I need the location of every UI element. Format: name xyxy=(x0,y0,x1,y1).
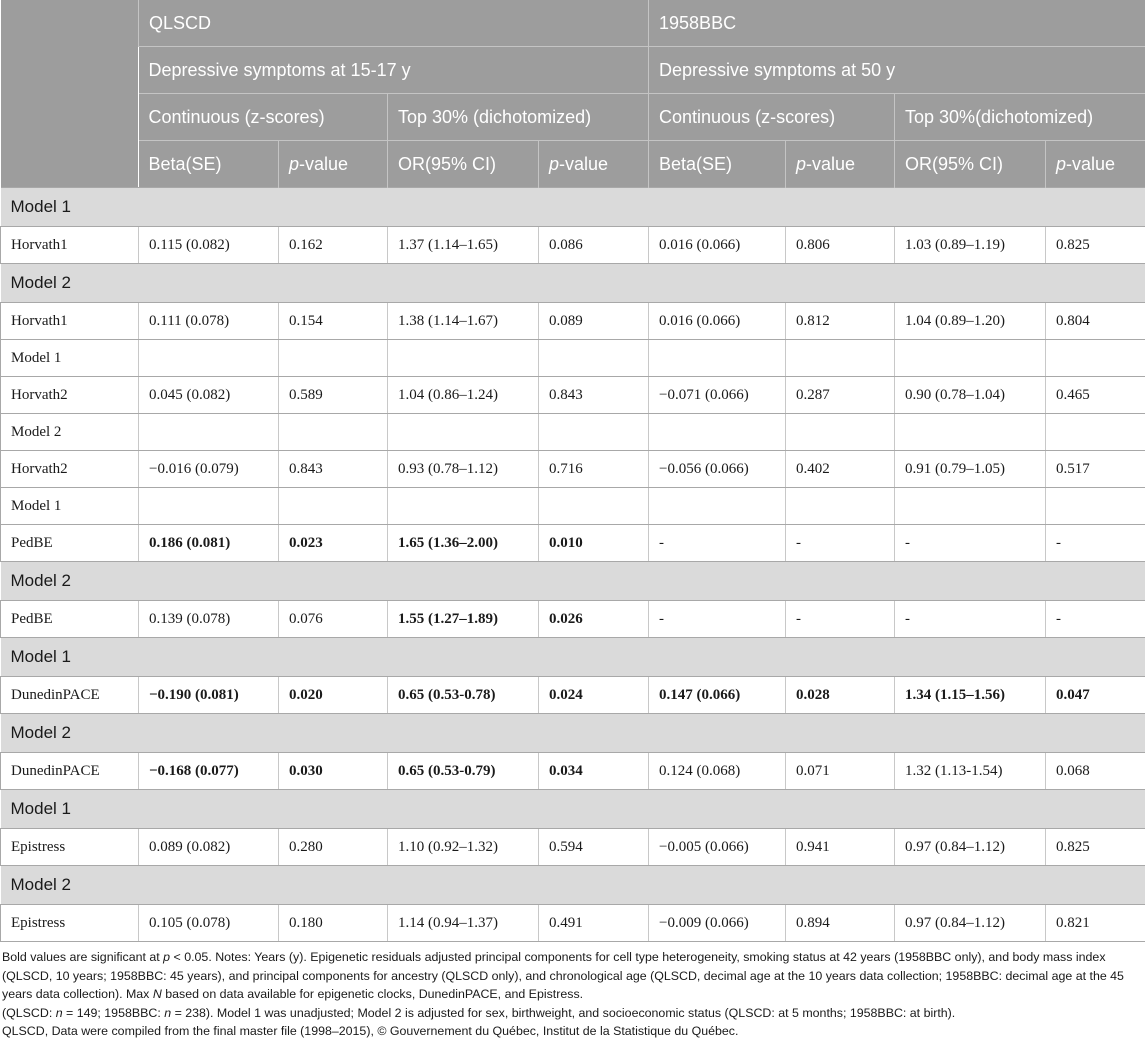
table-cell: 0.154 xyxy=(279,303,388,340)
model-header-row xyxy=(1,714,1145,753)
footnote-p-symbol: p xyxy=(163,950,171,964)
table-cell: 0.804 xyxy=(1046,303,1145,340)
table-cell: 0.65 (0.53-0.79) xyxy=(388,753,539,790)
table-cell: 0.821 xyxy=(1046,905,1145,942)
p-symbol: p xyxy=(796,153,807,174)
table-cell: - xyxy=(649,525,786,562)
model-label: Model 2 xyxy=(1,264,1145,303)
row-label-cell: PedBE xyxy=(1,601,139,638)
table-cell: −0.056 (0.066) xyxy=(649,451,786,488)
bbc-top30-header: Top 30%(dichotomized) xyxy=(895,94,1145,141)
cohort-header-1958bbc: 1958BBC xyxy=(649,0,1145,47)
table-row xyxy=(1,829,1145,866)
table-cell xyxy=(895,488,1046,525)
footnote-text: (QLSCD: xyxy=(2,1005,56,1020)
table-cell: 1.34 (1.15–1.56) xyxy=(895,677,1046,714)
col-header-or-ci: OR(95% CI) xyxy=(388,141,539,188)
table-cell: 1.04 (0.86–1.24) xyxy=(388,377,539,414)
model-label: Model 2 xyxy=(1,866,1145,905)
table-cell: 1.37 (1.14–1.65) xyxy=(388,227,539,264)
table-cell: 0.594 xyxy=(539,829,649,866)
table-cell: 0.020 xyxy=(279,677,388,714)
table-cell: −0.016 (0.079) xyxy=(139,451,279,488)
table-cell: −0.168 (0.077) xyxy=(139,753,279,790)
table-cell: 0.023 xyxy=(279,525,388,562)
row-label-cell: Horvath1 xyxy=(1,227,139,264)
p-symbol: p xyxy=(1056,153,1067,174)
table-cell xyxy=(1046,488,1145,525)
table-cell: 1.10 (0.92–1.32) xyxy=(388,829,539,866)
table-cell: - xyxy=(1046,525,1145,562)
col-header-p-value xyxy=(539,141,649,188)
table-cell: 1.03 (0.89–1.19) xyxy=(895,227,1046,264)
table-row xyxy=(1,414,1145,451)
table-header xyxy=(1,0,1145,188)
row-label-cell: Horvath2 xyxy=(1,451,139,488)
p-value-suffix: -value xyxy=(559,153,609,174)
table-cell: 0.941 xyxy=(786,829,895,866)
table-cell: 0.825 xyxy=(1046,227,1145,264)
row-label-cell: Model 2 xyxy=(1,414,139,451)
table-cell: 0.111 (0.078) xyxy=(139,303,279,340)
col-header-beta-se: Beta(SE) xyxy=(139,141,279,188)
p-symbol: p xyxy=(549,153,560,174)
table-cell: 0.186 (0.081) xyxy=(139,525,279,562)
row-label-cell: Epistress xyxy=(1,905,139,942)
table-row xyxy=(1,525,1145,562)
table-cell xyxy=(786,488,895,525)
table-cell: −0.005 (0.066) xyxy=(649,829,786,866)
model-label: Model 1 xyxy=(1,638,1145,677)
table-cell: 0.089 xyxy=(539,303,649,340)
table-cell: 1.14 (0.94–1.37) xyxy=(388,905,539,942)
table-row xyxy=(1,905,1145,942)
row-label-cell: Epistress xyxy=(1,829,139,866)
table-cell: −0.071 (0.066) xyxy=(649,377,786,414)
table-cell: 0.047 xyxy=(1046,677,1145,714)
table-cell: 0.825 xyxy=(1046,829,1145,866)
table-cell: 0.026 xyxy=(539,601,649,638)
model-label: Model 1 xyxy=(1,790,1145,829)
col-header-p-value xyxy=(1046,141,1145,188)
header-corner-cell xyxy=(1,0,139,188)
table-cell: - xyxy=(786,525,895,562)
table-cell: 0.030 xyxy=(279,753,388,790)
table-cell: 0.465 xyxy=(1046,377,1145,414)
table-row xyxy=(1,377,1145,414)
table-cell xyxy=(1046,340,1145,377)
table-cell: 0.028 xyxy=(786,677,895,714)
table-row xyxy=(1,340,1145,377)
table-cell: 0.402 xyxy=(786,451,895,488)
table-cell: 0.91 (0.79–1.05) xyxy=(895,451,1046,488)
table-cell: 1.65 (1.36–2.00) xyxy=(388,525,539,562)
col-header-p-value xyxy=(279,141,388,188)
table-cell: 0.089 (0.082) xyxy=(139,829,279,866)
table-cell: 0.716 xyxy=(539,451,649,488)
cohort-header-qlscd: QLSCD xyxy=(139,0,649,47)
table-cell: 0.147 (0.066) xyxy=(649,677,786,714)
row-label-cell: DunedinPACE xyxy=(1,753,139,790)
p-value-suffix: -value xyxy=(299,153,349,174)
table-row xyxy=(1,753,1145,790)
table-cell xyxy=(139,488,279,525)
outcome-header-qlscd: Depressive symptoms at 15-17 y xyxy=(139,47,649,94)
table-cell xyxy=(539,488,649,525)
table-cell: 0.124 (0.068) xyxy=(649,753,786,790)
model-header-row xyxy=(1,790,1145,829)
model-header-row xyxy=(1,866,1145,905)
table-cell xyxy=(895,340,1046,377)
table-cell: 1.32 (1.13-1.54) xyxy=(895,753,1046,790)
table-cell: - xyxy=(786,601,895,638)
table-cell: 0.97 (0.84–1.12) xyxy=(895,905,1046,942)
model-header-row xyxy=(1,264,1145,303)
table-cell: 1.38 (1.14–1.67) xyxy=(388,303,539,340)
table-cell: 0.162 xyxy=(279,227,388,264)
table-cell: 0.287 xyxy=(786,377,895,414)
table-cell: 0.034 xyxy=(539,753,649,790)
table-cell: - xyxy=(895,525,1046,562)
table-cell xyxy=(279,488,388,525)
col-header-beta-se: Beta(SE) xyxy=(649,141,786,188)
table-cell xyxy=(279,340,388,377)
table-cell xyxy=(139,414,279,451)
table-cell: 0.010 xyxy=(539,525,649,562)
qlscd-continuous-header: Continuous (z-scores) xyxy=(139,94,388,141)
table-cell: 0.105 (0.078) xyxy=(139,905,279,942)
qlscd-top30-header: Top 30% (dichotomized) xyxy=(388,94,649,141)
footnote-source: QLSCD, Data were compiled from the final master file (1998–2015), © Gouvernement du Québec, Institut de la Statistique du Québec. xyxy=(2,1024,739,1038)
table-row xyxy=(1,303,1145,340)
table-cell: 0.180 xyxy=(279,905,388,942)
table-cell: 0.086 xyxy=(539,227,649,264)
table-cell: 0.812 xyxy=(786,303,895,340)
table-cell: 0.139 (0.078) xyxy=(139,601,279,638)
table-cell: 0.045 (0.082) xyxy=(139,377,279,414)
table-cell: −0.190 (0.081) xyxy=(139,677,279,714)
table-cell xyxy=(539,414,649,451)
table-cell: 0.894 xyxy=(786,905,895,942)
table-cell xyxy=(786,340,895,377)
p-symbol: p xyxy=(289,153,300,174)
col-header-or-ci: OR(95% CI) xyxy=(895,141,1046,188)
table-cell xyxy=(1046,414,1145,451)
p-value-suffix: -value xyxy=(1066,153,1116,174)
table-cell: 0.65 (0.53-0.78) xyxy=(388,677,539,714)
table-cell: 0.806 xyxy=(786,227,895,264)
table-cell xyxy=(649,340,786,377)
footnote-n-symbol: n xyxy=(164,1005,172,1020)
table-row xyxy=(1,601,1145,638)
table-cell xyxy=(649,414,786,451)
row-label-cell: PedBE xyxy=(1,525,139,562)
footnote-text: = 149; 1958BBC: xyxy=(62,1005,165,1020)
bbc-continuous-header: Continuous (z-scores) xyxy=(649,94,895,141)
table-cell: 0.068 xyxy=(1046,753,1145,790)
model-label: Model 1 xyxy=(1,188,1145,227)
table-cell xyxy=(388,414,539,451)
table-row xyxy=(1,227,1145,264)
table-cell xyxy=(649,488,786,525)
model-label: Model 2 xyxy=(1,714,1145,753)
row-label-cell: Model 1 xyxy=(1,340,139,377)
footnote-text: Bold values are significant at xyxy=(2,950,164,964)
footnote-significance xyxy=(2,948,1143,1004)
table-cell: 0.90 (0.78–1.04) xyxy=(895,377,1046,414)
table-row xyxy=(1,488,1145,525)
row-label-cell: Model 1 xyxy=(1,488,139,525)
table-cell xyxy=(388,340,539,377)
table-cell: 0.280 xyxy=(279,829,388,866)
model-label: Model 2 xyxy=(1,562,1145,601)
footnote-text: = 238). Model 1 was unadjusted; Model 2 is adjusted for sex, birthweight, and socioeconomic status (QLSCD: at 5 months; 1958BBC: at birth). xyxy=(171,1005,956,1020)
table-cell xyxy=(895,414,1046,451)
model-header-row xyxy=(1,562,1145,601)
model-header-row xyxy=(1,638,1145,677)
table-cell: 0.071 xyxy=(786,753,895,790)
footnote-n-symbol: N xyxy=(152,987,162,1001)
table-cell: 0.016 (0.066) xyxy=(649,303,786,340)
table-cell: 0.016 (0.066) xyxy=(649,227,786,264)
table-cell xyxy=(139,340,279,377)
table-cell: 0.843 xyxy=(279,451,388,488)
table-cell: - xyxy=(1046,601,1145,638)
model-header-row xyxy=(1,188,1145,227)
table-cell: 0.491 xyxy=(539,905,649,942)
row-label-cell: Horvath2 xyxy=(1,377,139,414)
table-footnotes xyxy=(0,942,1145,1041)
table-body xyxy=(1,188,1145,942)
table-cell xyxy=(388,488,539,525)
table-cell: 0.589 xyxy=(279,377,388,414)
footnote-text: based on data available for epigenetic clocks, DunedinPACE, and Epistress. xyxy=(161,987,584,1001)
table-cell: 0.843 xyxy=(539,377,649,414)
table-cell: 0.517 xyxy=(1046,451,1145,488)
col-header-p-value xyxy=(786,141,895,188)
table-cell: −0.009 (0.066) xyxy=(649,905,786,942)
table-cell: 0.97 (0.84–1.12) xyxy=(895,829,1046,866)
table-cell: 0.93 (0.78–1.12) xyxy=(388,451,539,488)
outcome-header-1958bbc: Depressive symptoms at 50 y xyxy=(649,47,1145,94)
table-row xyxy=(1,451,1145,488)
row-label-cell: Horvath1 xyxy=(1,303,139,340)
p-value-suffix: -value xyxy=(806,153,856,174)
table-cell: 1.55 (1.27–1.89) xyxy=(388,601,539,638)
table-cell xyxy=(539,340,649,377)
table-row xyxy=(1,677,1145,714)
footnote-text: < 0.05. Notes: Years (y). Epigenetic residuals adjusted principal components for cell type heterogeneity, smoking status at 42 years (1958BBC only), and body mass index (QLSCD, 10 years; 1958BBC: 45 years), and principal components for ancestry (QLSCD only), and chronological age (QLSCD, decimal age at the 10 years data collection; 1958BBC: decimal age at the 45 years data collection). Max xyxy=(2,950,1124,1001)
table-cell: 0.024 xyxy=(539,677,649,714)
table-cell xyxy=(786,414,895,451)
table-cell: - xyxy=(649,601,786,638)
footnote-sample-size xyxy=(2,1004,1143,1023)
table-cell: 0.115 (0.082) xyxy=(139,227,279,264)
table-cell: - xyxy=(895,601,1046,638)
row-label-cell: DunedinPACE xyxy=(1,677,139,714)
table-cell: 0.076 xyxy=(279,601,388,638)
footnote-n-symbol: n xyxy=(55,1005,63,1020)
table-cell xyxy=(279,414,388,451)
table-cell: 1.04 (0.89–1.20) xyxy=(895,303,1046,340)
